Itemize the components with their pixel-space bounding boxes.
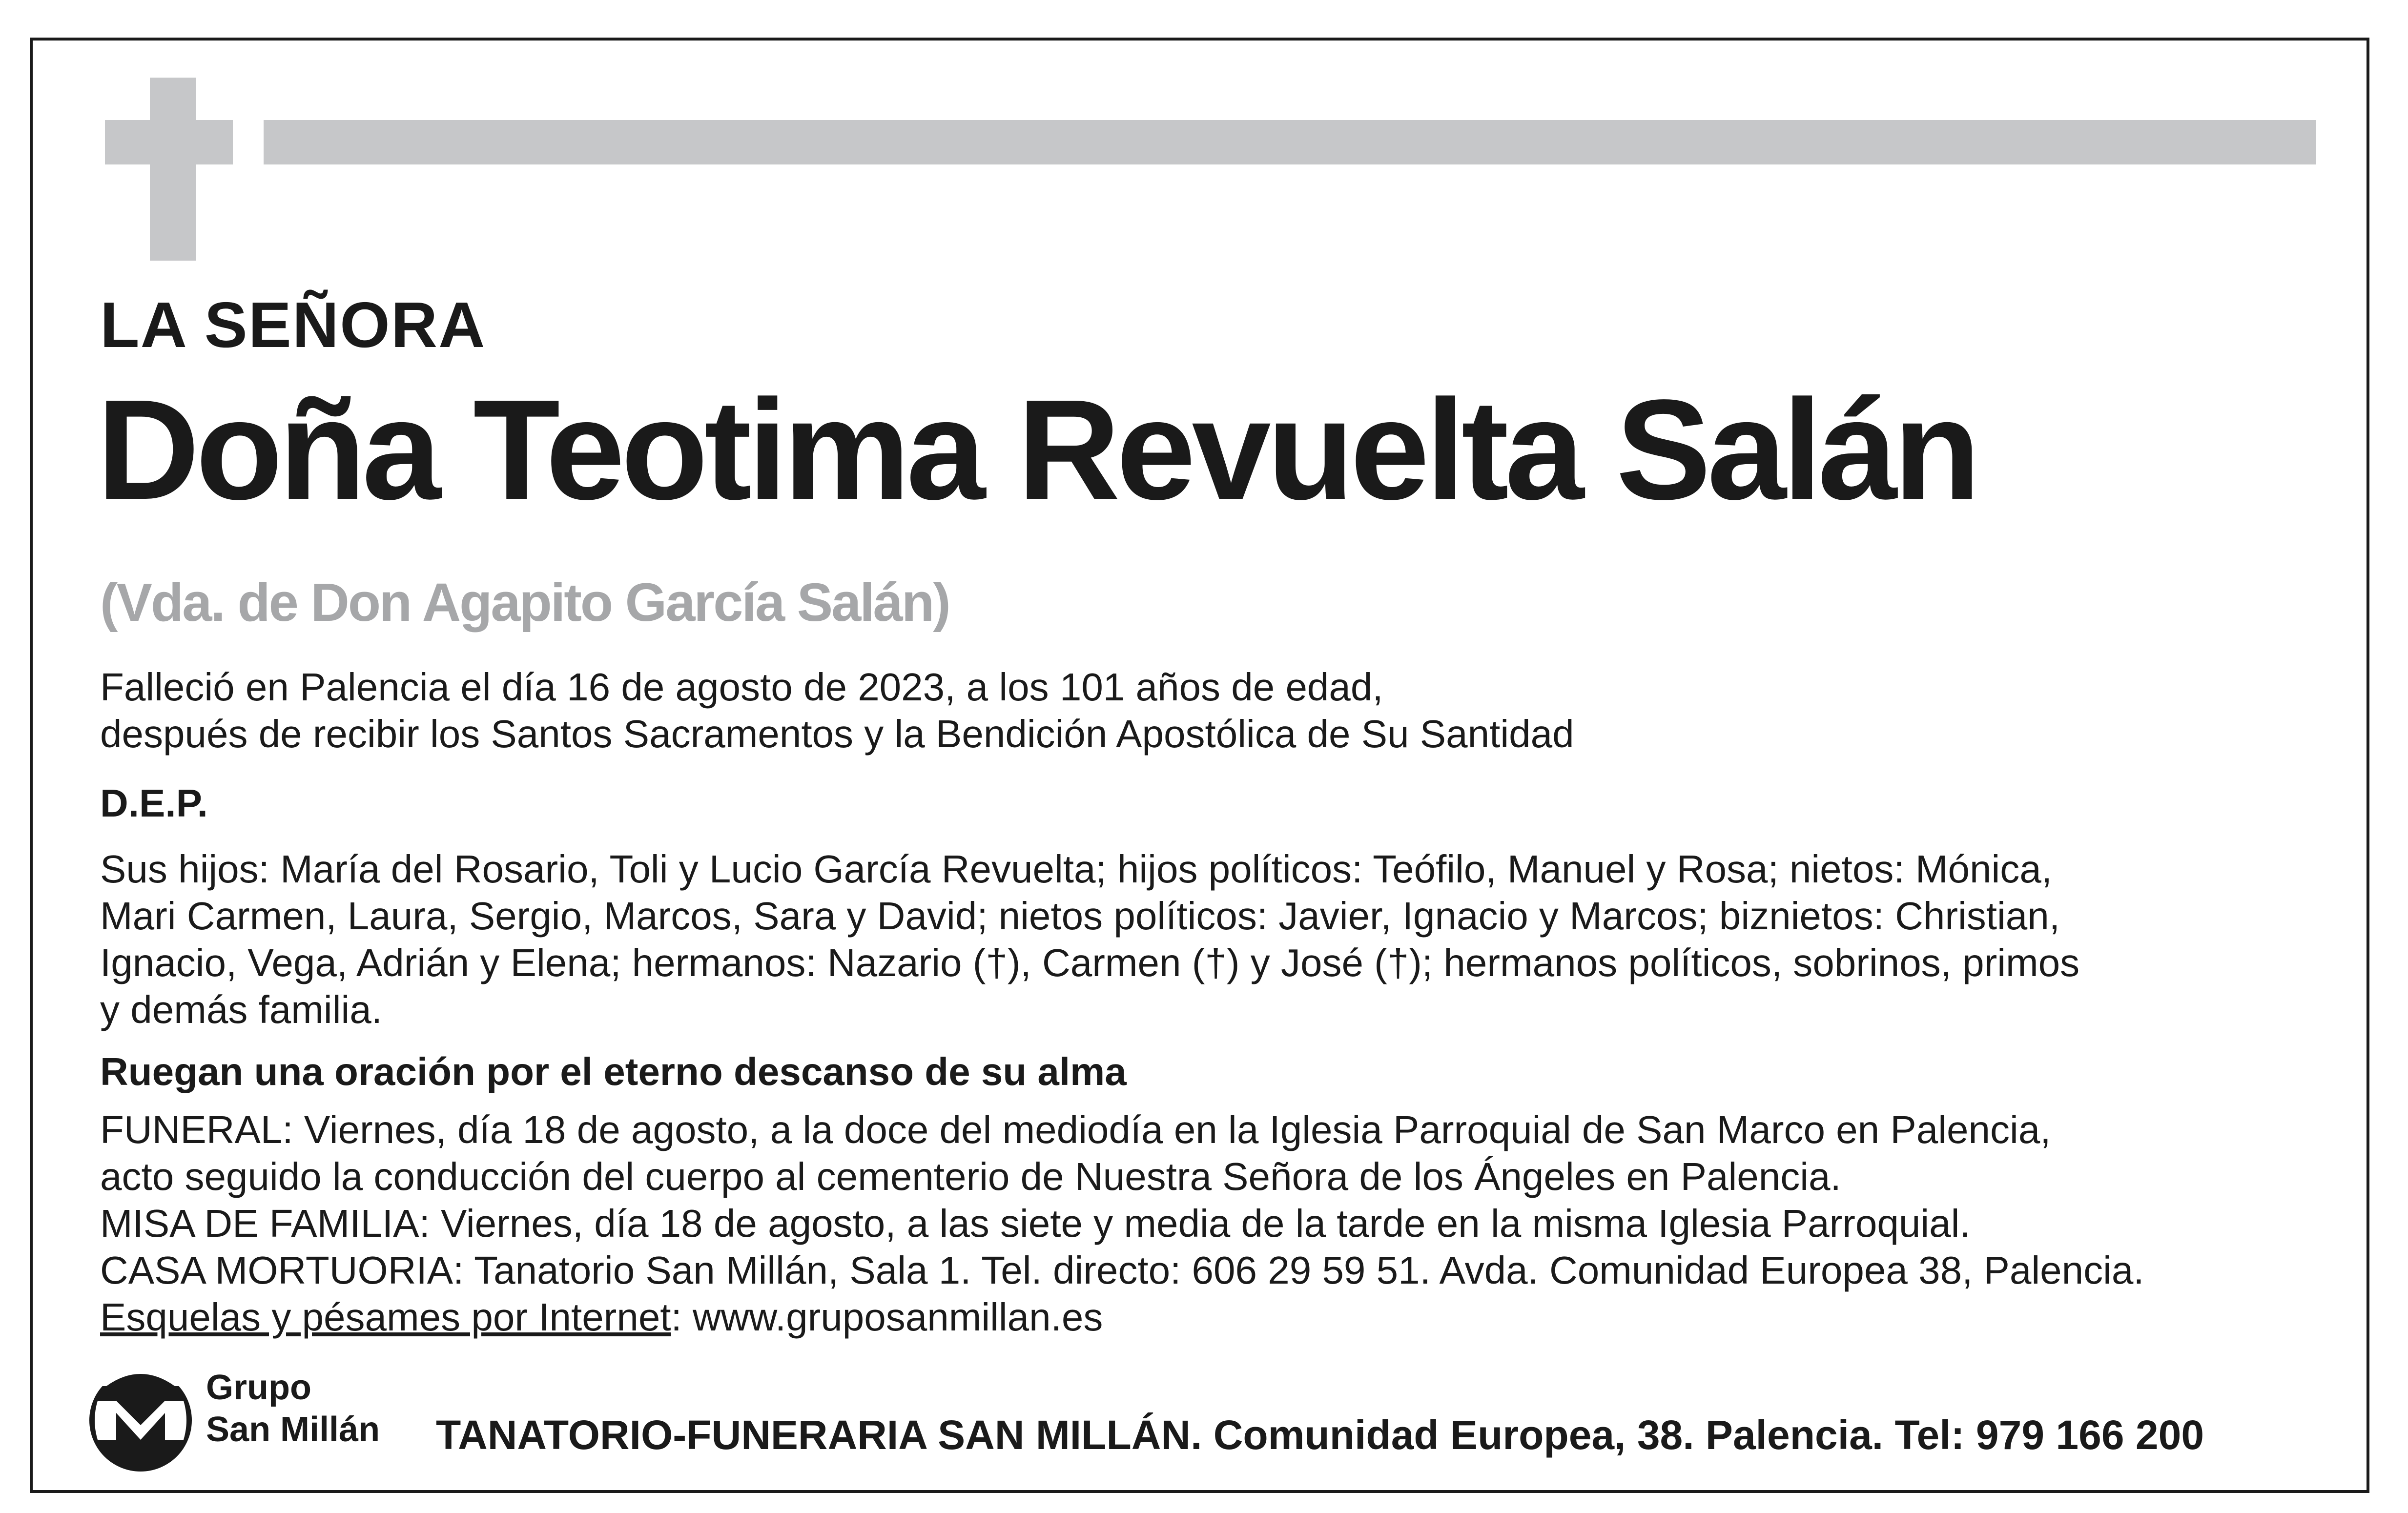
gruposanmillan-logo-icon bbox=[87, 1367, 194, 1474]
family-line: Sus hijos: María del Rosario, Toli y Lucio García Revuelta; hijos políticos: Teófilo, Manuel y Rosa; nietos: Mónica, bbox=[100, 847, 2052, 891]
details-line: MISA DE FAMILIA: Viernes, día 18 de agosto, a las siete y media de la tarde en la misma Iglesia Parroquial. bbox=[100, 1202, 1971, 1245]
logo-wordmark bbox=[206, 1367, 380, 1451]
death-line: después de recibir los Santos Sacramentos y la Bendición Apostólica de Su Santidad bbox=[100, 712, 1574, 756]
details-paragraph bbox=[100, 1106, 2144, 1341]
internet-url[interactable]: www.gruposanmillan.es bbox=[692, 1295, 1103, 1339]
header-bar bbox=[264, 120, 2316, 164]
internet-line bbox=[100, 1294, 2144, 1341]
salutation: LA SEÑORA bbox=[100, 289, 486, 361]
cross-icon bbox=[150, 78, 196, 261]
logo-line: Grupo bbox=[206, 1368, 311, 1407]
details-line: CASA MORTUORIA: Tanatorio San Millán, Sala 1. Tel. directo: 606 29 59 51. Avda. Comunidad Europea 38, Palencia. bbox=[100, 1248, 2144, 1292]
dep-label: D.E.P. bbox=[100, 781, 208, 825]
family-line: y demás familia. bbox=[100, 988, 382, 1031]
deceased-name: Doña Teotima Revuelta Salán bbox=[97, 370, 1977, 529]
prayer-request: Ruegan una oración por el eterno descanso de su alma bbox=[100, 1050, 1127, 1093]
footer-contact: TANATORIO-FUNERARIA SAN MILLÁN. Comunidad Europea, 38. Palencia. Tel: 979 166 200 bbox=[436, 1412, 2204, 1458]
internet-label: Esquelas y pésames por Internet bbox=[100, 1295, 671, 1339]
details-line: FUNERAL: Viernes, día 18 de agosto, a la doce del mediodía en la Iglesia Parroquial de San Marco en Palencia, bbox=[100, 1108, 2051, 1151]
internet-separator: : bbox=[671, 1295, 693, 1339]
widow-of: (Vda. de Don Agapito García Salán) bbox=[100, 572, 949, 633]
logo-line: San Millán bbox=[206, 1410, 380, 1449]
death-paragraph bbox=[100, 664, 1574, 757]
details-line: acto seguido la conducción del cuerpo al cementerio de Nuestra Señora de los Ángeles en Palencia. bbox=[100, 1155, 1841, 1198]
family-line: Mari Carmen, Laura, Sergio, Marcos, Sara y David; nietos políticos: Javier, Ignacio y Marcos; biznietos: Christian, bbox=[100, 894, 2060, 938]
cross-icon-arm bbox=[105, 120, 233, 164]
death-line: Falleció en Palencia el día 16 de agosto de 2023, a los 101 años de edad, bbox=[100, 665, 1383, 709]
family-line: Ignacio, Vega, Adrián y Elena; hermanos: Nazario (†), Carmen (†) y José (†); hermanos políticos, sobrinos, primos bbox=[100, 941, 2080, 984]
family-paragraph bbox=[100, 846, 2079, 1033]
